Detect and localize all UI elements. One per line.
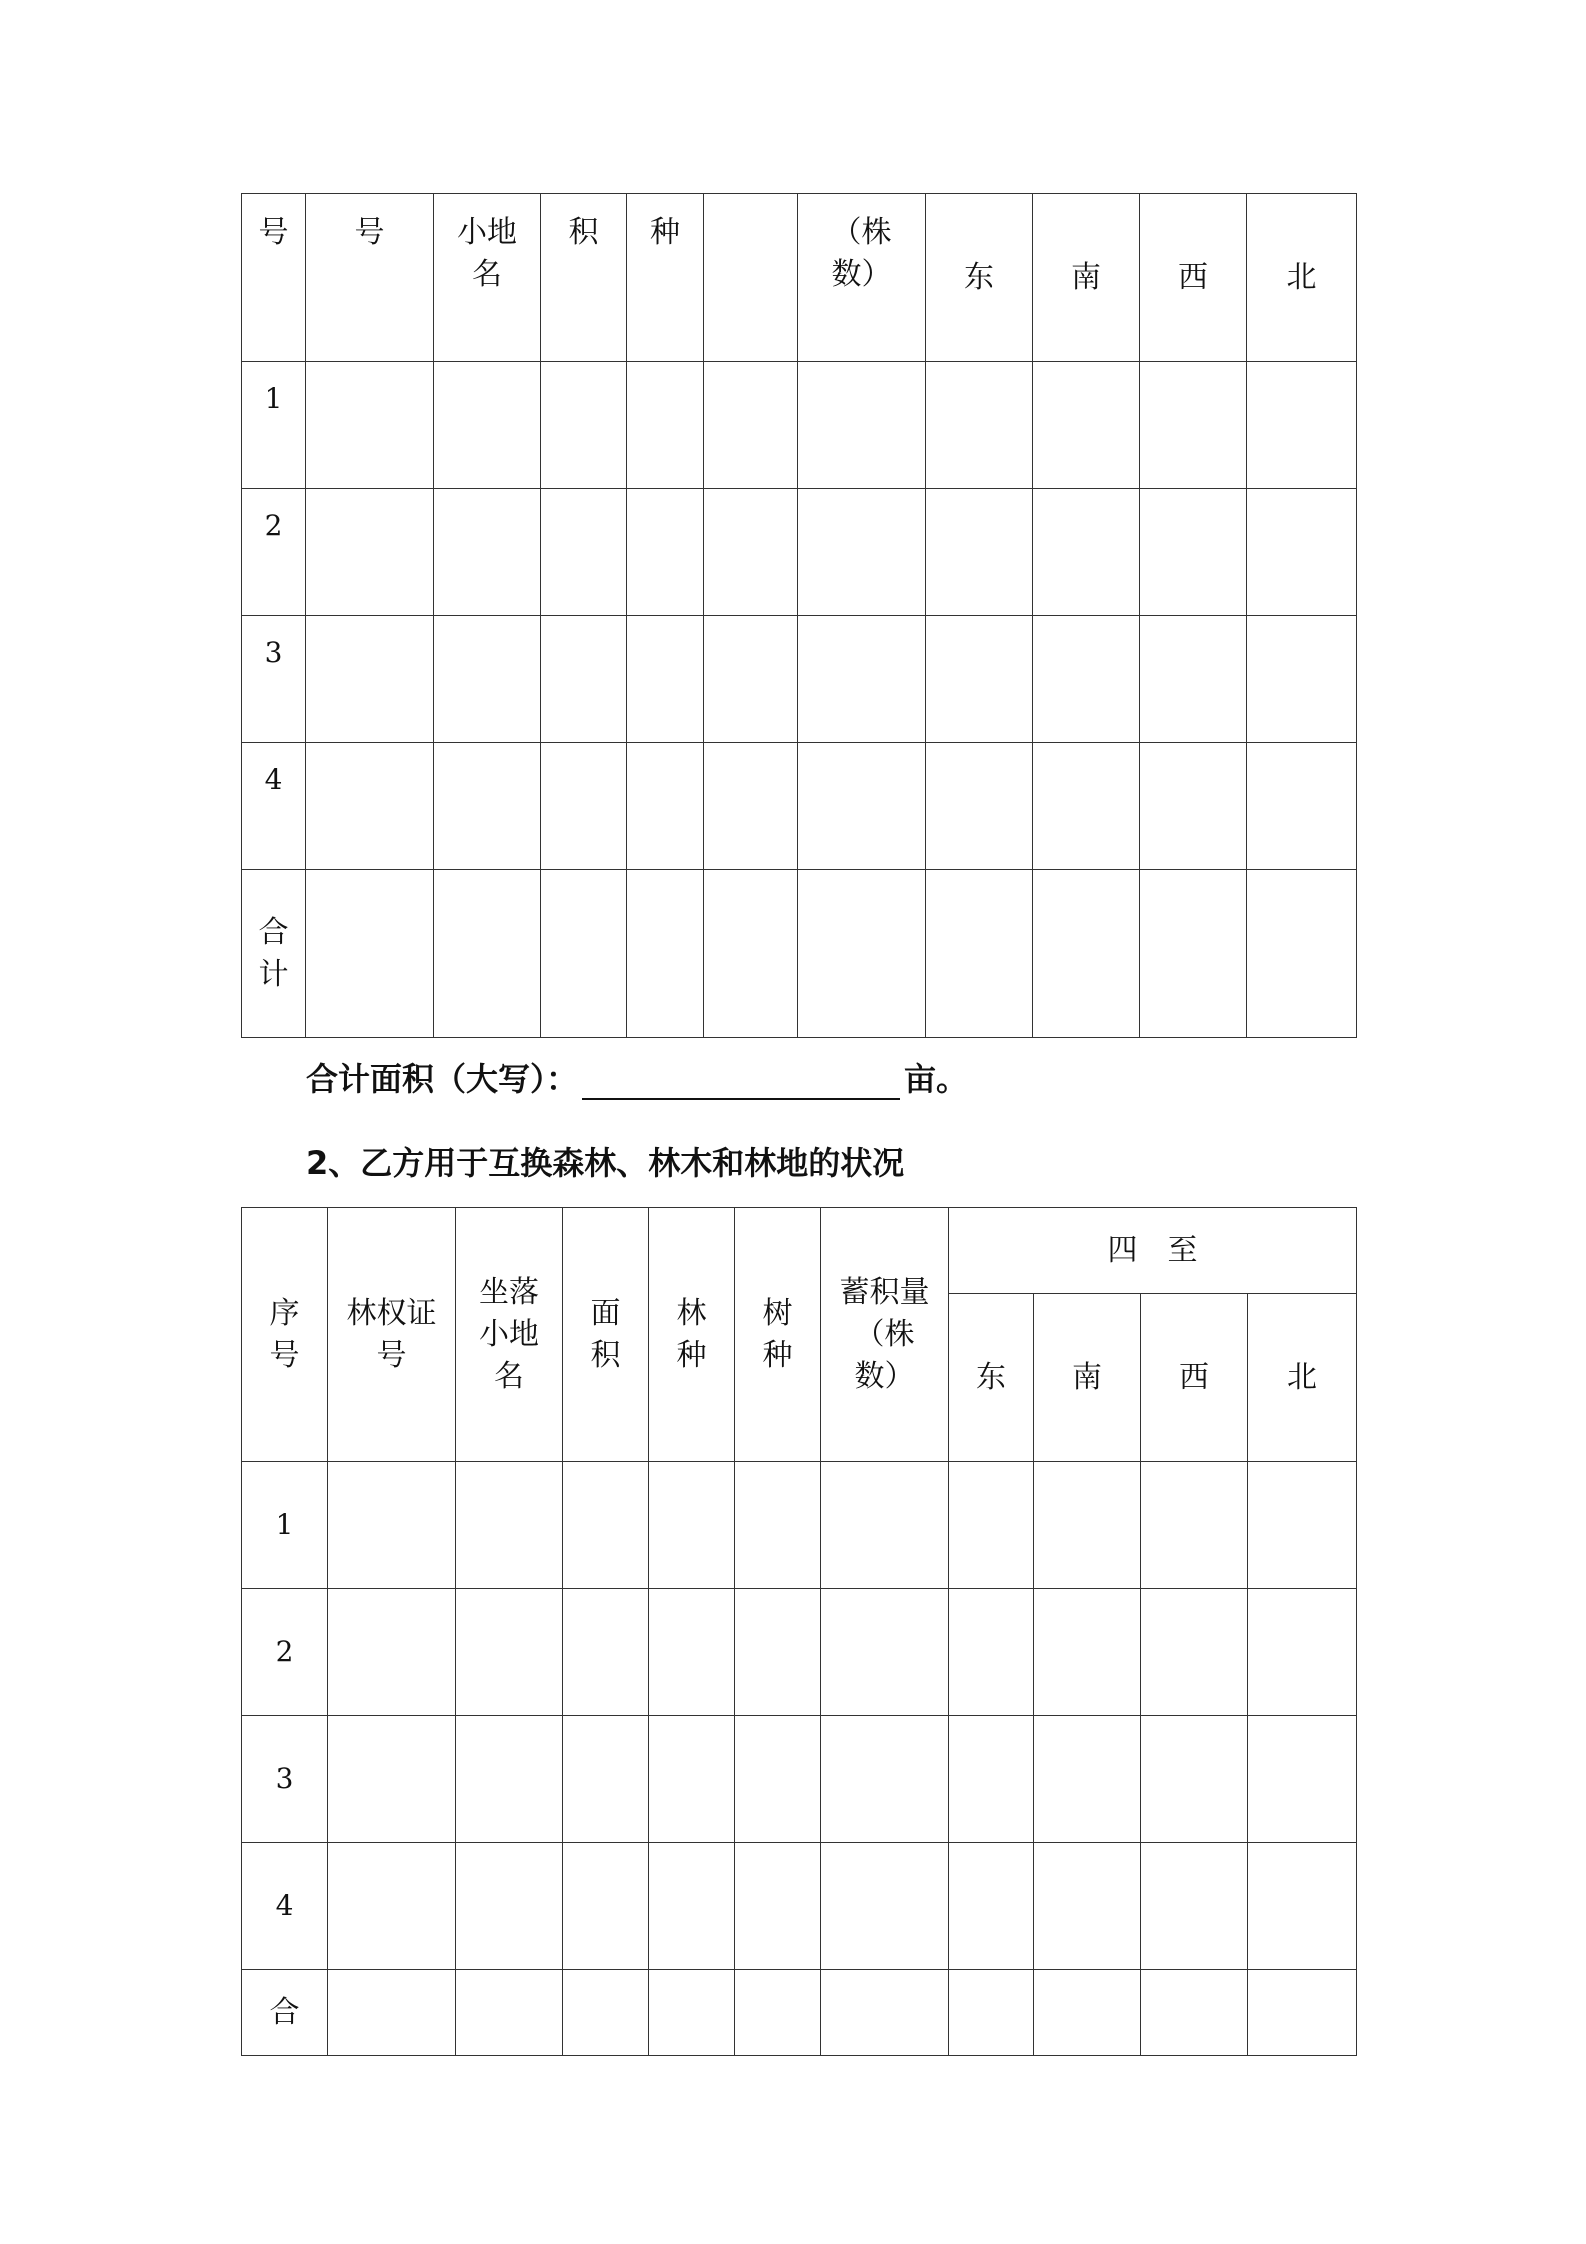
table-cell[interactable] [1033, 616, 1140, 743]
header-tree-type: 树 种 [735, 1208, 821, 1462]
table-cell[interactable] [456, 1462, 563, 1589]
header-south: 南 [1034, 1294, 1141, 1462]
table-cell[interactable] [949, 1462, 1034, 1589]
table-a-data-row [242, 743, 1357, 870]
party-a-forest-table [241, 193, 1357, 1038]
table-cell[interactable] [328, 1589, 456, 1716]
table-cell[interactable] [1033, 870, 1140, 1038]
header-boundary: 四 至 [949, 1208, 1357, 1294]
table-cell[interactable] [704, 489, 798, 616]
header-cell: 积 [541, 194, 627, 362]
table-cell[interactable] [541, 870, 627, 1038]
row-number: 2 [242, 1589, 328, 1716]
table-cell[interactable] [563, 1589, 649, 1716]
table-cell[interactable] [563, 1970, 649, 2056]
table-cell[interactable] [434, 616, 541, 743]
table-cell[interactable] [1033, 743, 1140, 870]
table-a-data-row [242, 489, 1357, 616]
table-cell[interactable] [1140, 362, 1247, 489]
table-cell[interactable] [926, 489, 1033, 616]
table-cell[interactable] [328, 1970, 456, 2056]
table-a-total-row [242, 870, 1357, 1038]
row-number: 1 [242, 1462, 328, 1589]
header-east: 东 [949, 1294, 1034, 1462]
table-cell[interactable] [627, 489, 704, 616]
table-cell[interactable] [563, 1462, 649, 1589]
table-cell[interactable] [1140, 489, 1247, 616]
table-cell[interactable] [627, 616, 704, 743]
table-cell[interactable] [627, 362, 704, 489]
table-cell[interactable] [541, 489, 627, 616]
table-a-header-row [242, 194, 1357, 362]
table-cell[interactable] [926, 870, 1033, 1038]
header-cell [704, 194, 798, 362]
table-cell[interactable] [456, 1716, 563, 1843]
header-cell: （株 数） [798, 194, 926, 362]
table-cell[interactable] [563, 1716, 649, 1843]
table-cell[interactable] [1247, 489, 1357, 616]
table-cell[interactable] [1248, 1462, 1357, 1589]
header-west: 西 [1141, 1294, 1248, 1462]
table-b-data-row [242, 1462, 1357, 1589]
header-cell: 种 [627, 194, 704, 362]
header-cell: 东 [926, 194, 1033, 362]
table-cell[interactable] [1034, 1716, 1141, 1843]
table-cell[interactable] [1248, 1716, 1357, 1843]
header-cert: 林权证 号 [328, 1208, 456, 1462]
party-b-forest-table [241, 1207, 1357, 2056]
table-cell[interactable] [434, 743, 541, 870]
table-b-data-row [242, 1843, 1357, 1970]
table-cell[interactable] [1140, 743, 1247, 870]
total-area-unit: 亩。 [904, 1060, 969, 1098]
row-number: 4 [242, 743, 306, 870]
table-cell[interactable] [735, 1843, 821, 1970]
table-cell[interactable] [1248, 1843, 1357, 1970]
total-area-label: 合计面积（大写）： [306, 1060, 579, 1098]
header-cell: 号 [242, 194, 306, 362]
table-cell[interactable] [949, 1970, 1034, 2056]
table-cell[interactable] [798, 616, 926, 743]
table-cell[interactable] [704, 616, 798, 743]
table-cell[interactable] [306, 616, 434, 743]
table-cell[interactable] [1034, 1462, 1141, 1589]
table-cell[interactable] [1141, 1843, 1248, 1970]
table-b-header-row-1 [242, 1208, 1357, 1294]
table-cell[interactable] [306, 362, 434, 489]
table-cell[interactable] [306, 743, 434, 870]
table-cell[interactable] [1034, 1970, 1141, 2056]
header-location: 坐落 小地 名 [456, 1208, 563, 1462]
table-cell[interactable] [456, 1970, 563, 2056]
table-cell[interactable] [798, 362, 926, 489]
row-number: 2 [242, 489, 306, 616]
table-cell[interactable] [821, 1970, 949, 2056]
header-forest-type: 林 种 [649, 1208, 735, 1462]
table-cell[interactable] [735, 1462, 821, 1589]
table-cell[interactable] [735, 1970, 821, 2056]
table-cell[interactable] [735, 1716, 821, 1843]
table-cell[interactable] [1141, 1462, 1248, 1589]
table-cell[interactable] [798, 743, 926, 870]
table-a-data-row [242, 616, 1357, 743]
table-cell[interactable] [926, 616, 1033, 743]
table-cell[interactable] [821, 1462, 949, 1589]
table-a-data-row [242, 362, 1357, 489]
table-cell[interactable] [328, 1843, 456, 1970]
total-area-blank[interactable] [582, 1062, 900, 1100]
table-cell[interactable] [306, 489, 434, 616]
table-b-data-row [242, 1716, 1357, 1843]
table-cell[interactable] [649, 1843, 735, 1970]
header-area: 面 积 [563, 1208, 649, 1462]
table-cell[interactable] [627, 743, 704, 870]
table-cell[interactable] [1141, 1716, 1248, 1843]
table-cell[interactable] [649, 1589, 735, 1716]
table-b-total-row [242, 1970, 1357, 2056]
row-number: 1 [242, 362, 306, 489]
table-cell[interactable] [1033, 489, 1140, 616]
table-cell[interactable] [456, 1589, 563, 1716]
table-cell[interactable] [798, 489, 926, 616]
table-cell[interactable] [306, 870, 434, 1038]
total-label: 合 计 [242, 870, 306, 1038]
table-cell[interactable] [563, 1843, 649, 1970]
table-cell[interactable] [704, 870, 798, 1038]
table-cell[interactable] [821, 1843, 949, 1970]
table-cell[interactable] [949, 1716, 1034, 1843]
row-number: 4 [242, 1843, 328, 1970]
header-cell: 北 [1247, 194, 1357, 362]
table-cell[interactable] [1141, 1970, 1248, 2056]
table-cell[interactable] [1248, 1970, 1357, 2056]
table-cell[interactable] [949, 1589, 1034, 1716]
header-volume: 蓄积量 （株 数） [821, 1208, 949, 1462]
table-cell[interactable] [926, 362, 1033, 489]
table-cell[interactable] [541, 362, 627, 489]
table-cell[interactable] [456, 1843, 563, 1970]
table-cell[interactable] [821, 1716, 949, 1843]
table-cell[interactable] [434, 362, 541, 489]
header-cell: 小地 名 [434, 194, 541, 362]
table-cell[interactable] [649, 1970, 735, 2056]
total-area-line [306, 1054, 968, 1100]
table-cell[interactable] [541, 743, 627, 870]
table-cell[interactable] [434, 870, 541, 1038]
table-cell[interactable] [1140, 870, 1247, 1038]
table-cell[interactable] [735, 1589, 821, 1716]
table-cell[interactable] [821, 1589, 949, 1716]
table-cell[interactable] [1247, 743, 1357, 870]
table-cell[interactable] [926, 743, 1033, 870]
row-number: 3 [242, 1716, 328, 1843]
table-cell[interactable] [328, 1716, 456, 1843]
table-cell[interactable] [1034, 1589, 1141, 1716]
table-cell[interactable] [627, 870, 704, 1038]
section-title: 2、乙方用于互换森林、林木和林地的状况 [306, 1144, 905, 1182]
table-cell[interactable] [649, 1462, 735, 1589]
table-cell[interactable] [1033, 362, 1140, 489]
header-cell: 南 [1033, 194, 1140, 362]
table-cell[interactable] [1034, 1843, 1141, 1970]
table-cell[interactable] [1247, 870, 1357, 1038]
table-cell[interactable] [1248, 1589, 1357, 1716]
table-cell[interactable] [1247, 362, 1357, 489]
table-cell[interactable] [704, 362, 798, 489]
table-cell[interactable] [328, 1462, 456, 1589]
header-cell: 西 [1140, 194, 1247, 362]
total-label: 合 [242, 1970, 328, 2056]
table-cell[interactable] [1140, 616, 1247, 743]
table-cell[interactable] [1247, 616, 1357, 743]
row-number: 3 [242, 616, 306, 743]
table-cell[interactable] [541, 616, 627, 743]
header-cell: 号 [306, 194, 434, 362]
table-cell[interactable] [1141, 1589, 1248, 1716]
table-cell[interactable] [649, 1716, 735, 1843]
table-cell[interactable] [434, 489, 541, 616]
table-b-data-row [242, 1589, 1357, 1716]
table-cell[interactable] [704, 743, 798, 870]
table-cell[interactable] [949, 1843, 1034, 1970]
table-cell[interactable] [798, 870, 926, 1038]
header-north: 北 [1248, 1294, 1357, 1462]
header-seq: 序 号 [242, 1208, 328, 1462]
